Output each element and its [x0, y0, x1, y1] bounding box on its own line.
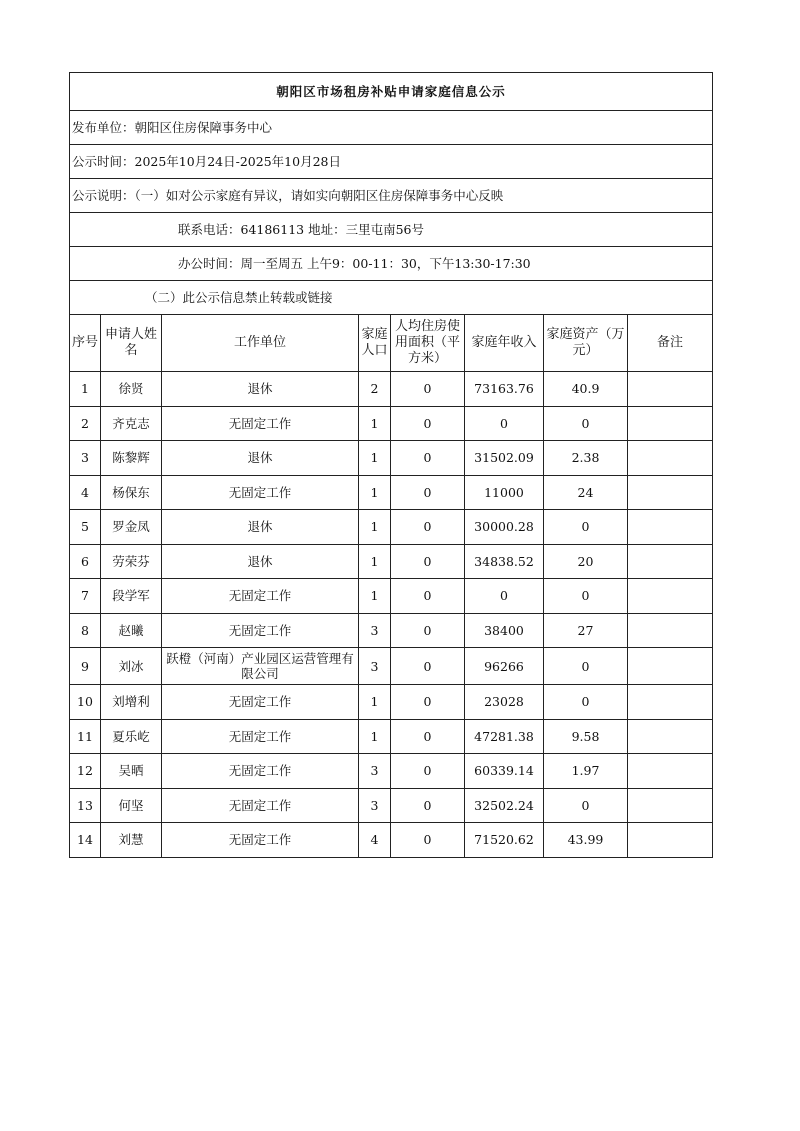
- cell-remark: [628, 788, 713, 823]
- cell-employer: 无固定工作: [162, 754, 359, 789]
- cell-income: 34838.52: [465, 544, 544, 579]
- cell-income: 31502.09: [465, 441, 544, 476]
- cell-income: 73163.76: [465, 372, 544, 407]
- cell-members: 1: [359, 685, 391, 720]
- cell-employer: 无固定工作: [162, 475, 359, 510]
- cell-area: 0: [391, 510, 465, 545]
- cell-employer: 退休: [162, 510, 359, 545]
- cell-name: 杨保东: [101, 475, 162, 510]
- cell-members: 1: [359, 475, 391, 510]
- cell-no: 9: [70, 648, 101, 685]
- table-row: [70, 788, 713, 823]
- table-row: [70, 754, 713, 789]
- cell-assets: 24: [544, 475, 628, 510]
- cell-employer: 无固定工作: [162, 406, 359, 441]
- notes-line-3: 办公时间：周一至周五 上午9：00-11：30，下午13:30-17:30: [70, 247, 713, 281]
- cell-assets: 1.97: [544, 754, 628, 789]
- header-row: [70, 315, 713, 372]
- cell-area: 0: [391, 475, 465, 510]
- table-row: [70, 475, 713, 510]
- cell-remark: [628, 754, 713, 789]
- cell-remark: [628, 613, 713, 648]
- cell-employer: 退休: [162, 441, 359, 476]
- cell-assets: 9.58: [544, 719, 628, 754]
- cell-employer: 跃橙（河南）产业园区运营管理有限公司: [162, 648, 359, 685]
- cell-name: 赵曦: [101, 613, 162, 648]
- col-header-assets: 家庭资产（万元）: [544, 315, 628, 372]
- cell-area: 0: [391, 685, 465, 720]
- cell-income: 0: [465, 579, 544, 614]
- cell-area: 0: [391, 372, 465, 407]
- cell-assets: 20: [544, 544, 628, 579]
- table-row: [70, 510, 713, 545]
- cell-no: 11: [70, 719, 101, 754]
- cell-assets: 27: [544, 613, 628, 648]
- cell-area: 0: [391, 719, 465, 754]
- cell-remark: [628, 648, 713, 685]
- cell-remark: [628, 685, 713, 720]
- cell-income: 11000: [465, 475, 544, 510]
- table-row: [70, 823, 713, 858]
- cell-income: 32502.24: [465, 788, 544, 823]
- cell-area: 0: [391, 406, 465, 441]
- publisher-line: 发布单位：朝阳区住房保障事务中心: [70, 111, 713, 145]
- cell-no: 4: [70, 475, 101, 510]
- period-line: 公示时间：2025年10月24日-2025年10月28日: [70, 145, 713, 179]
- cell-members: 1: [359, 406, 391, 441]
- cell-employer: 无固定工作: [162, 788, 359, 823]
- cell-no: 12: [70, 754, 101, 789]
- cell-name: 刘冰: [101, 648, 162, 685]
- notice-table: [69, 72, 713, 858]
- cell-members: 3: [359, 788, 391, 823]
- cell-remark: [628, 475, 713, 510]
- cell-members: 3: [359, 754, 391, 789]
- page-title: 朝阳区市场租房补贴申请家庭信息公示: [70, 73, 713, 111]
- table-row: [70, 372, 713, 407]
- cell-assets: 0: [544, 406, 628, 441]
- cell-income: 23028: [465, 685, 544, 720]
- cell-name: 刘慧: [101, 823, 162, 858]
- cell-members: 1: [359, 719, 391, 754]
- cell-income: 96266: [465, 648, 544, 685]
- col-header-area: 人均住房使用面积（平方米）: [391, 315, 465, 372]
- notes-line-1: 公示说明：（一）如对公示家庭有异议，请如实向朝阳区住房保障事务中心反映: [70, 179, 713, 213]
- cell-no: 6: [70, 544, 101, 579]
- cell-name: 徐贤: [101, 372, 162, 407]
- table-row: [70, 544, 713, 579]
- col-header-employer: 工作单位: [162, 315, 359, 372]
- cell-assets: 0: [544, 510, 628, 545]
- cell-remark: [628, 406, 713, 441]
- cell-no: 8: [70, 613, 101, 648]
- cell-area: 0: [391, 441, 465, 476]
- col-header-name: 申请人姓名: [101, 315, 162, 372]
- cell-area: 0: [391, 788, 465, 823]
- cell-name: 陈黎辉: [101, 441, 162, 476]
- cell-no: 1: [70, 372, 101, 407]
- col-header-remark: 备注: [628, 315, 713, 372]
- cell-remark: [628, 823, 713, 858]
- cell-no: 7: [70, 579, 101, 614]
- cell-income: 38400: [465, 613, 544, 648]
- cell-income: 30000.28: [465, 510, 544, 545]
- cell-no: 3: [70, 441, 101, 476]
- cell-name: 刘增利: [101, 685, 162, 720]
- cell-name: 劳荣芬: [101, 544, 162, 579]
- cell-assets: 43.99: [544, 823, 628, 858]
- cell-area: 0: [391, 579, 465, 614]
- cell-assets: 0: [544, 685, 628, 720]
- table-row: [70, 685, 713, 720]
- cell-members: 1: [359, 579, 391, 614]
- cell-assets: 2.38: [544, 441, 628, 476]
- cell-employer: 无固定工作: [162, 579, 359, 614]
- cell-remark: [628, 441, 713, 476]
- cell-assets: 0: [544, 648, 628, 685]
- cell-income: 47281.38: [465, 719, 544, 754]
- table-row: [70, 579, 713, 614]
- notes-line-4: （二）此公示信息禁止转载或链接: [70, 281, 713, 315]
- cell-area: 0: [391, 544, 465, 579]
- col-header-members: 家庭人口: [359, 315, 391, 372]
- cell-no: 5: [70, 510, 101, 545]
- cell-income: 0: [465, 406, 544, 441]
- cell-no: 10: [70, 685, 101, 720]
- cell-remark: [628, 372, 713, 407]
- cell-remark: [628, 544, 713, 579]
- col-header-no: 序号: [70, 315, 101, 372]
- table-row: [70, 613, 713, 648]
- cell-assets: 0: [544, 579, 628, 614]
- cell-members: 3: [359, 648, 391, 685]
- cell-area: 0: [391, 754, 465, 789]
- cell-members: 2: [359, 372, 391, 407]
- cell-assets: 40.9: [544, 372, 628, 407]
- col-header-income: 家庭年收入: [465, 315, 544, 372]
- cell-name: 段学军: [101, 579, 162, 614]
- cell-members: 4: [359, 823, 391, 858]
- cell-employer: 退休: [162, 544, 359, 579]
- cell-remark: [628, 719, 713, 754]
- cell-members: 1: [359, 441, 391, 476]
- cell-name: 罗金凤: [101, 510, 162, 545]
- notes-line-2: 联系电话：64186113 地址：三里屯南56号: [70, 213, 713, 247]
- cell-name: 吴晒: [101, 754, 162, 789]
- cell-remark: [628, 579, 713, 614]
- cell-name: 齐克志: [101, 406, 162, 441]
- cell-employer: 无固定工作: [162, 823, 359, 858]
- table-row: [70, 719, 713, 754]
- cell-income: 71520.62: [465, 823, 544, 858]
- table-row: [70, 441, 713, 476]
- cell-area: 0: [391, 613, 465, 648]
- cell-no: 14: [70, 823, 101, 858]
- cell-remark: [628, 510, 713, 545]
- cell-no: 2: [70, 406, 101, 441]
- cell-name: 夏乐屹: [101, 719, 162, 754]
- cell-income: 60339.14: [465, 754, 544, 789]
- cell-area: 0: [391, 648, 465, 685]
- table-row: [70, 406, 713, 441]
- cell-name: 何坚: [101, 788, 162, 823]
- cell-area: 0: [391, 823, 465, 858]
- cell-employer: 无固定工作: [162, 719, 359, 754]
- cell-employer: 退休: [162, 372, 359, 407]
- table-row: [70, 648, 713, 685]
- cell-members: 3: [359, 613, 391, 648]
- cell-members: 1: [359, 544, 391, 579]
- cell-employer: 无固定工作: [162, 685, 359, 720]
- cell-members: 1: [359, 510, 391, 545]
- cell-employer: 无固定工作: [162, 613, 359, 648]
- cell-assets: 0: [544, 788, 628, 823]
- cell-no: 13: [70, 788, 101, 823]
